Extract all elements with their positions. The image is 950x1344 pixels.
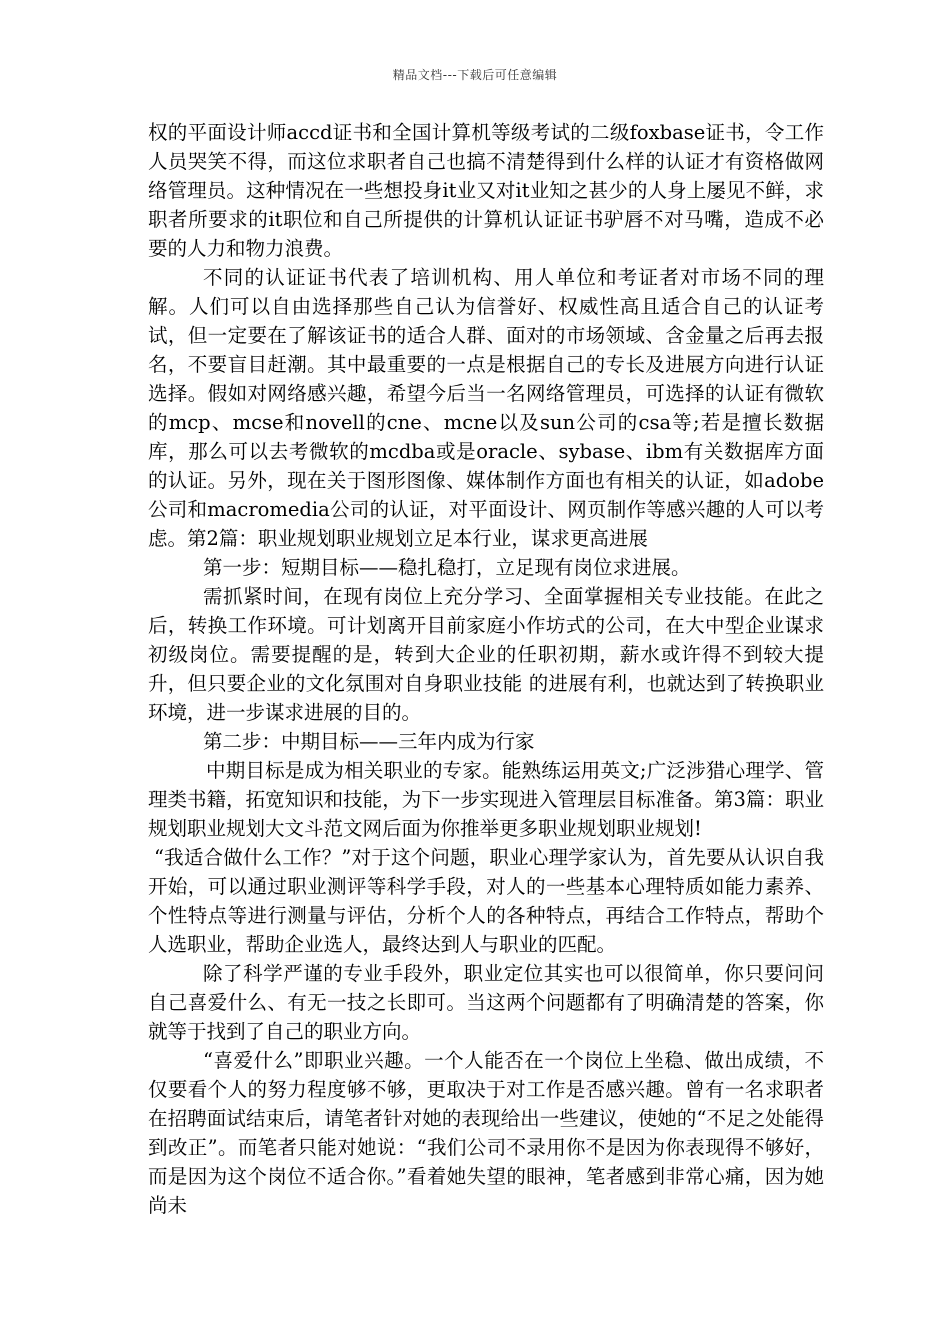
paragraph: “我适合做什么工作？”对于这个问题，职业心理学家认为，首先要从认识自我开始，可以通过职业测评等科学手段，对人的一些基本心理特质如能力素养、个性特点等进行测量与评估，分析个人的各种特点，再结合工作特点，帮助个人选职业，帮助企业选人，最终达到人与职业的匹配。 [148, 846, 824, 956]
paragraph: “喜爱什么”即职业兴趣。一个人能否在一个岗位上坐稳、做出成绩，不仅要看个人的努力程度够不够，更取决于对工作是否感兴趣。曾有一名求职者在招聘面试结束后，请笔者针对她的表现给出一些建议，使她的“不足之处能得到改正”。而笔者只能对她说：“我们公司不录用你不是因为你表现得不够好，而是因为这个岗位不适合你。”看着她失望的眼神，笔者感到非常心痛，因为她尚未 [148, 1049, 824, 1217]
paragraph: 需抓紧时间，在现有岗位上充分学习、全面掌握相关专业技能。在此之后，转换工作环境。可计划离开目前家庭小作坊式的公司，在大中型企业谋求初级岗位。需要提醒的是，转到大企业的任职初期，薪水或许得不到较大提升，但只要企业的文化氛围对自身职业技能 的进展有利，也就达到了转换职业环境，进一步谋求进展的目的。 [148, 585, 824, 724]
paragraph: 第一步：短期目标——稳扎稳打，立足现有岗位求进展。 [203, 556, 691, 579]
paragraph: 除了科学严谨的专业手段外，职业定位其实也可以很简单，你只要问问自己喜爱什么、有无一技之长即可。当这两个问题都有了明确清楚的答案，你就等于找到了自己的职业方向。 [148, 962, 824, 1043]
paragraph: 中期目标是成为相关职业的专家。能熟练运用英文;广泛涉猎心理学、管理类书籍，拓宽知识和技能，为下一步实现进入管理层目标准备。第3篇：职业规划职业规划大文斗范文网后面为你推举更多职业规划职业规划! [148, 759, 824, 840]
document-body [148, 118, 824, 1220]
paragraph: 不同的认证证书代表了培训机构、用人单位和考证者对市场不同的理解。人们可以自由选择那些自己认为信誉好、权威性高且适合自己的认证考试，但一定要在了解该证书的适合人群、面对的市场领域、含金量之后再去报名，不要盲目赶潮。其中最重要的一点是根据自己的专长及进展方向进行认证选择。假如对网络感兴趣，希望今后当一名网络管理员，可选择的认证有微软的mcp、mcse和novell的cne、mcne以及sun公司的csa等;若是擅长数据库，那么可以去考微软的mcdba或是oracle、sybase、ibm有关数据库方面的认证。另外，现在关于图形图像、媒体制作方面也有相关的认证，如adobe公司和macromedia公司的认证，对平面设计、网页制作等感兴趣的人可以考虑。第2篇：职业规划职业规划立足本行业，谋求更高进展 [148, 266, 824, 550]
paragraph: 第二步：中期目标——三年内成为行家 [203, 730, 535, 753]
page-header: 精品文档---下载后可任意编辑 [392, 68, 558, 82]
paragraph: 权的平面设计师accd证书和全国计算机等级考试的二级foxbase证书，令工作人员哭笑不得，而这位求职者自己也搞不清楚得到什么样的认证才有资格做网络管理员。这种情况在一些想投身it业又对it业知之甚少的人身上屡见不鲜，求职者所要求的it职位和自己所提供的计算机认证证书驴唇不对马嘴，造成不必要的人力和物力浪费。 [148, 121, 824, 260]
